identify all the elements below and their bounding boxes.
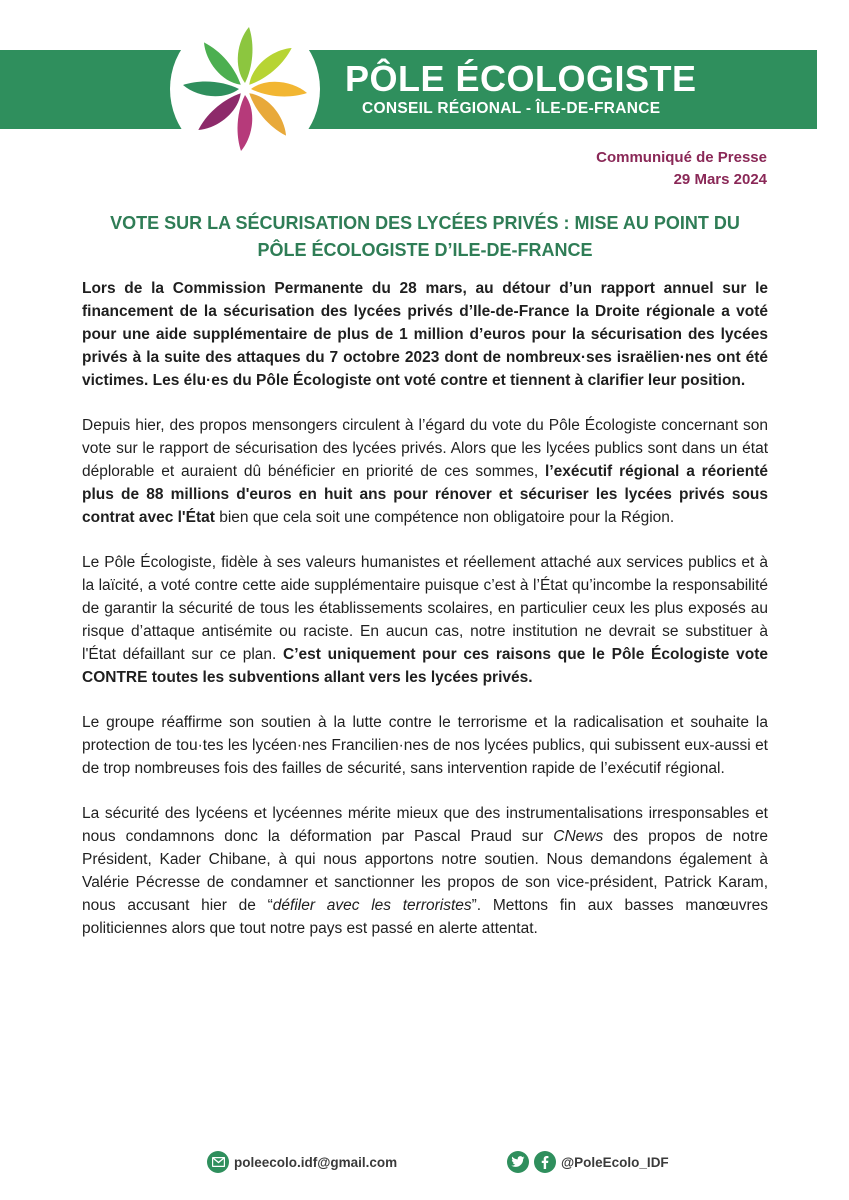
press-release-block xyxy=(596,147,767,191)
paragraph-5-italic-quote: défiler avec les terroristes xyxy=(272,897,472,914)
paragraph-5-italic-cnews: CNews xyxy=(553,828,604,845)
paragraph-2-text-c: bien que cela soit une compétence non obligatoire pour la Région. xyxy=(214,509,675,526)
footer-social xyxy=(507,1151,669,1173)
body-text xyxy=(82,277,768,962)
press-release-date: 29 Mars 2024 xyxy=(673,171,767,188)
lead-paragraph: Lors de la Commission Permanente du 28 mars, au détour d’un rapport annuel sur le financement de la sécurisation des lycées privés d’Ile-de-France la Droite régionale a voté pour une aide supplémentaire de plus de 1 million d’euros pour la sécurisation des lycées privés à la suite des attaques du 7 octobre 2023 dont de nombreux·ses israëlien·nes ont été victimes. Les élu·es du Pôle Écologiste ont voté contre et tiennent à clarifier leur position. xyxy=(82,280,768,389)
email-text[interactable]: poleecolo.idf@gmail.com xyxy=(234,1154,398,1170)
organization-title: PÔLE ÉCOLOGISTE xyxy=(345,58,697,99)
paragraph-2-bold: l’exécutif régional a réorienté plus de 88 millions d'euros en huit ans pour rénover et sécuriser les lycées privés sous contrat avec l'État xyxy=(82,463,768,526)
paragraph-5-text-c: des propos de notre Président, Kader Chibane, à qui nous apportons notre soutien. Nous demandons également à Valérie Pécresse de condamner et sanctionner les propos de son vice-président, Patrick Karam, nous accusant hier de “ xyxy=(82,828,768,914)
headline xyxy=(70,210,780,264)
headline-line-2: PÔLE ÉCOLOGISTE D’ILE-DE-FRANCE xyxy=(257,240,593,260)
headline-line-1: VOTE SUR LA SÉCURISATION DES LYCÉES PRIVÉS : MISE AU POINT DU xyxy=(110,213,740,233)
mail-icon xyxy=(207,1151,229,1173)
social-handle[interactable]: @PoleEcolo_IDF xyxy=(561,1154,669,1170)
footer-email[interactable] xyxy=(207,1151,397,1173)
paragraph-5-text-a: La sécurité des lycéens et lycéennes mérite mieux que des instrumentalisations irresponsables et nous condamnons donc la déformation par Pascal Praud sur xyxy=(82,805,768,845)
paragraph-3 xyxy=(82,551,768,689)
facebook-icon[interactable] xyxy=(534,1151,556,1173)
paragraph-3-text-a: Le Pôle Écologiste, fidèle à ses valeurs humanistes et réellement attaché aux services publics et à la laïcité, a voté contre cette aide supplémentaire puisque c’est à l’État qu’incombe la responsabilité de garantir la sécurité de tous les établissements scolaires, en particulier ceux les plus exposés au risque d’attaque antisémite ou raciste. En aucun cas, notre institution ne devrait se substituer à l'État défaillant sur ce plan. xyxy=(82,554,768,663)
paragraph-2-text-a: Depuis hier, des propos mensongers circulent à l’égard du vote du Pôle Écologiste concernant son vote sur le rapport de sécurisation des lycées privés. Alors que les lycées publics sont dans un état déplorable et auraient dû bénéficier en priorité de ces sommes, xyxy=(82,417,768,480)
press-release-label: Communiqué de Presse xyxy=(596,149,767,166)
flower-logo-icon xyxy=(170,14,320,164)
paragraph-2 xyxy=(82,414,768,529)
paragraph-5 xyxy=(82,802,768,940)
twitter-icon[interactable] xyxy=(507,1151,529,1173)
paragraph-4: Le groupe réaffirme son soutien à la lutte contre le terrorisme et la radicalisation et souhaite la protection de tou·tes les lycéen·nes Francilien·nes de nos lycées publics, qui subissent eux-aussi et de trop nombreuses fois des failles de sécurité, sans intervention rapide de l’exécutif régional. xyxy=(82,714,768,777)
paragraph-3-bold: C’est uniquement pour ces raisons que le Pôle Écologiste vote CONTRE toutes les subventions allant vers les lycées privés. xyxy=(82,646,768,686)
organization-subtitle: CONSEIL RÉGIONAL - ÎLE-DE-FRANCE xyxy=(362,100,661,117)
paragraph-5-text-e: ”. Mettons fin aux basses manœuvres politiciennes alors que tout notre pays est passé en alerte attentat. xyxy=(82,897,769,937)
